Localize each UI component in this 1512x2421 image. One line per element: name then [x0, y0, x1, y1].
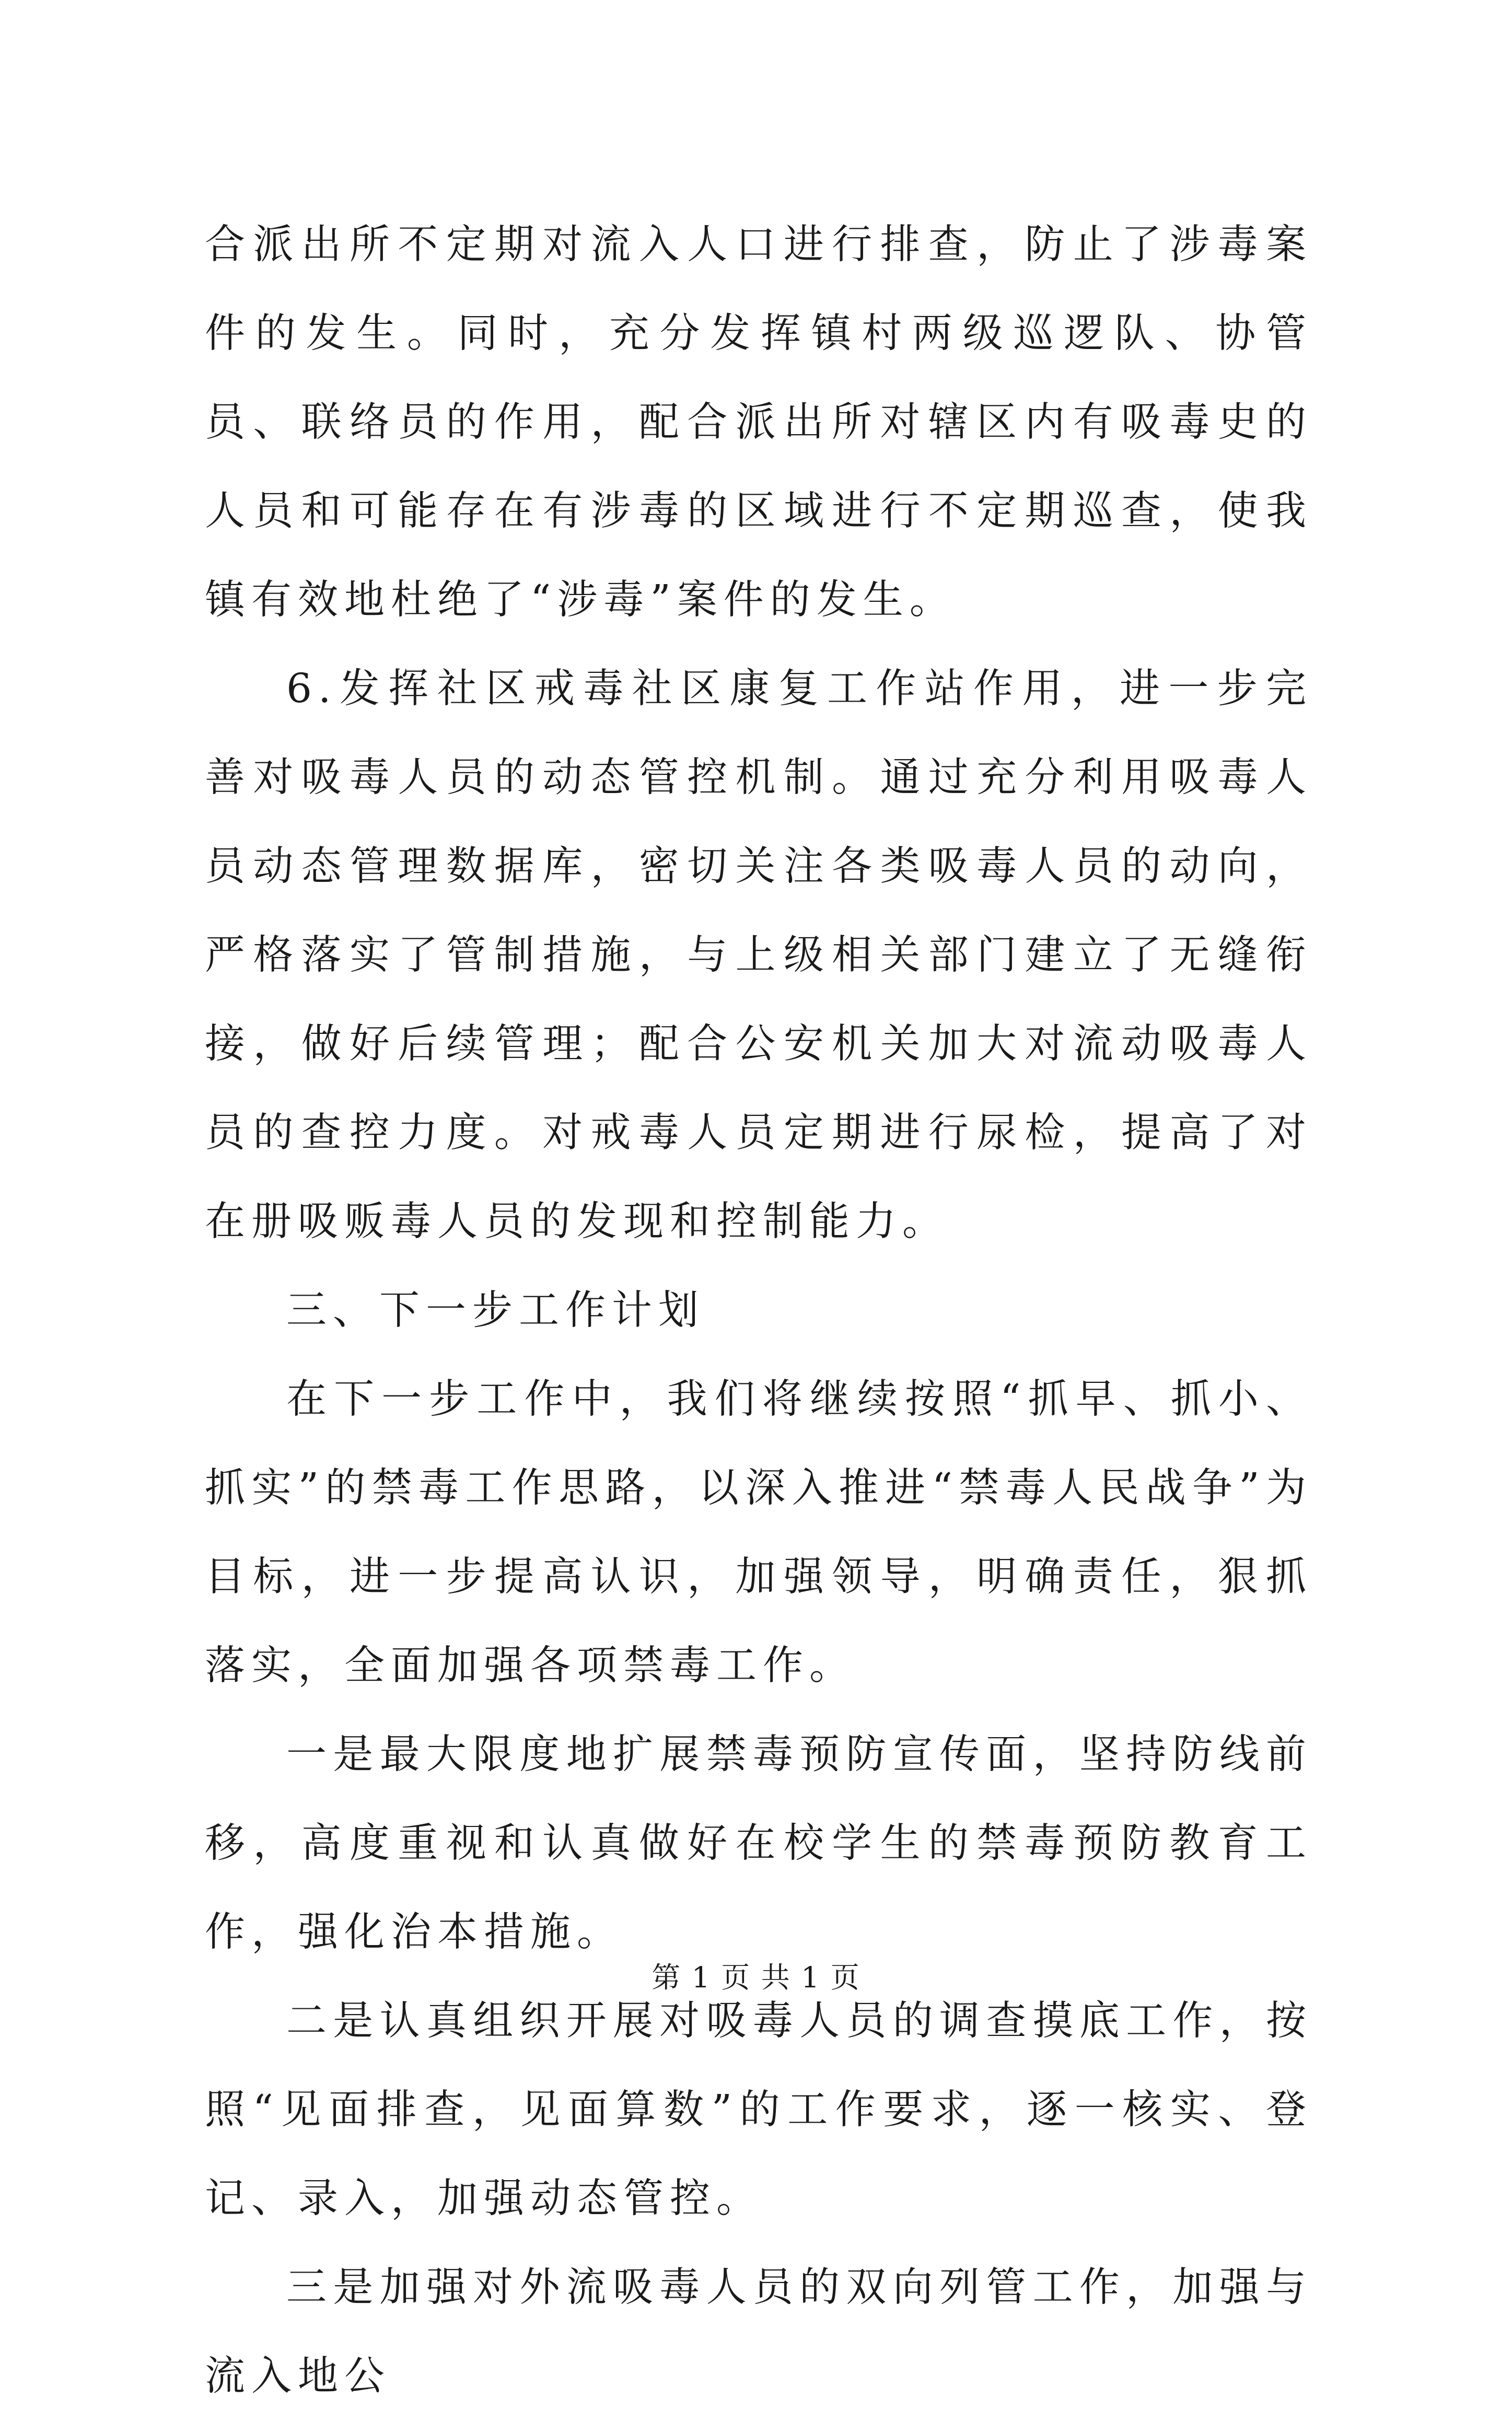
paragraph-plan-second: 二是认真组织开展对吸毒人员的调查摸底工作，按照“见面排查，见面算数”的工作要求，逐一核实、登记、录入，加强动态管控。	[205, 1998, 1312, 2222]
page-footer: 第 1 页 共 1 页	[652, 1961, 860, 1994]
document-body	[205, 201, 1312, 2421]
paragraph-plan-third: 三是加强对外流吸毒人员的双向列管工作，加强与流入地公	[205, 2264, 1312, 2400]
section-heading-next-plan: 三、下一步工作计划	[286, 1287, 705, 1334]
paragraph-item-6: 6.发挥社区戒毒社区康复工作站作用，进一步完善对吸毒人员的动态管控机制。通过充分利用吸毒人员动态管理数据库，密切关注各类吸毒人员的动向，严格落实了管制措施，与上级相关部门建立了无缝衔接，做好后续管理；配合公安机关加大对流动吸毒人员的查控力度。对戒毒人员定期进行尿检，提高了对在册吸贩毒人员的发现和控制能力。	[205, 666, 1312, 1245]
paragraph-plan-intro: 在下一步工作中，我们将继续按照“抓早、抓小、抓实”的禁毒工作思路，以深入推进“禁毒人民战争”为目标，进一步提高认识，加强领导，明确责任，狠抓落实，全面加强各项禁毒工作。	[205, 1376, 1312, 1689]
paragraph-continuation: 合派出所不定期对流入人口进行排查，防止了涉毒案件的发生。同时，充分发挥镇村两级巡逻队、协管员、联络员的作用，配合派出所对辖区内有吸毒史的人员和可能存在有涉毒的区域进行不定期巡查，使我镇有效地杜绝了“涉毒”案件的发生。	[205, 222, 1312, 623]
paragraph-plan-first: 一是最大限度地扩展禁毒预防宣传面，坚持防线前移，高度重视和认真做好在校学生的禁毒预防教育工作，强化治本措施。	[205, 1731, 1312, 1956]
